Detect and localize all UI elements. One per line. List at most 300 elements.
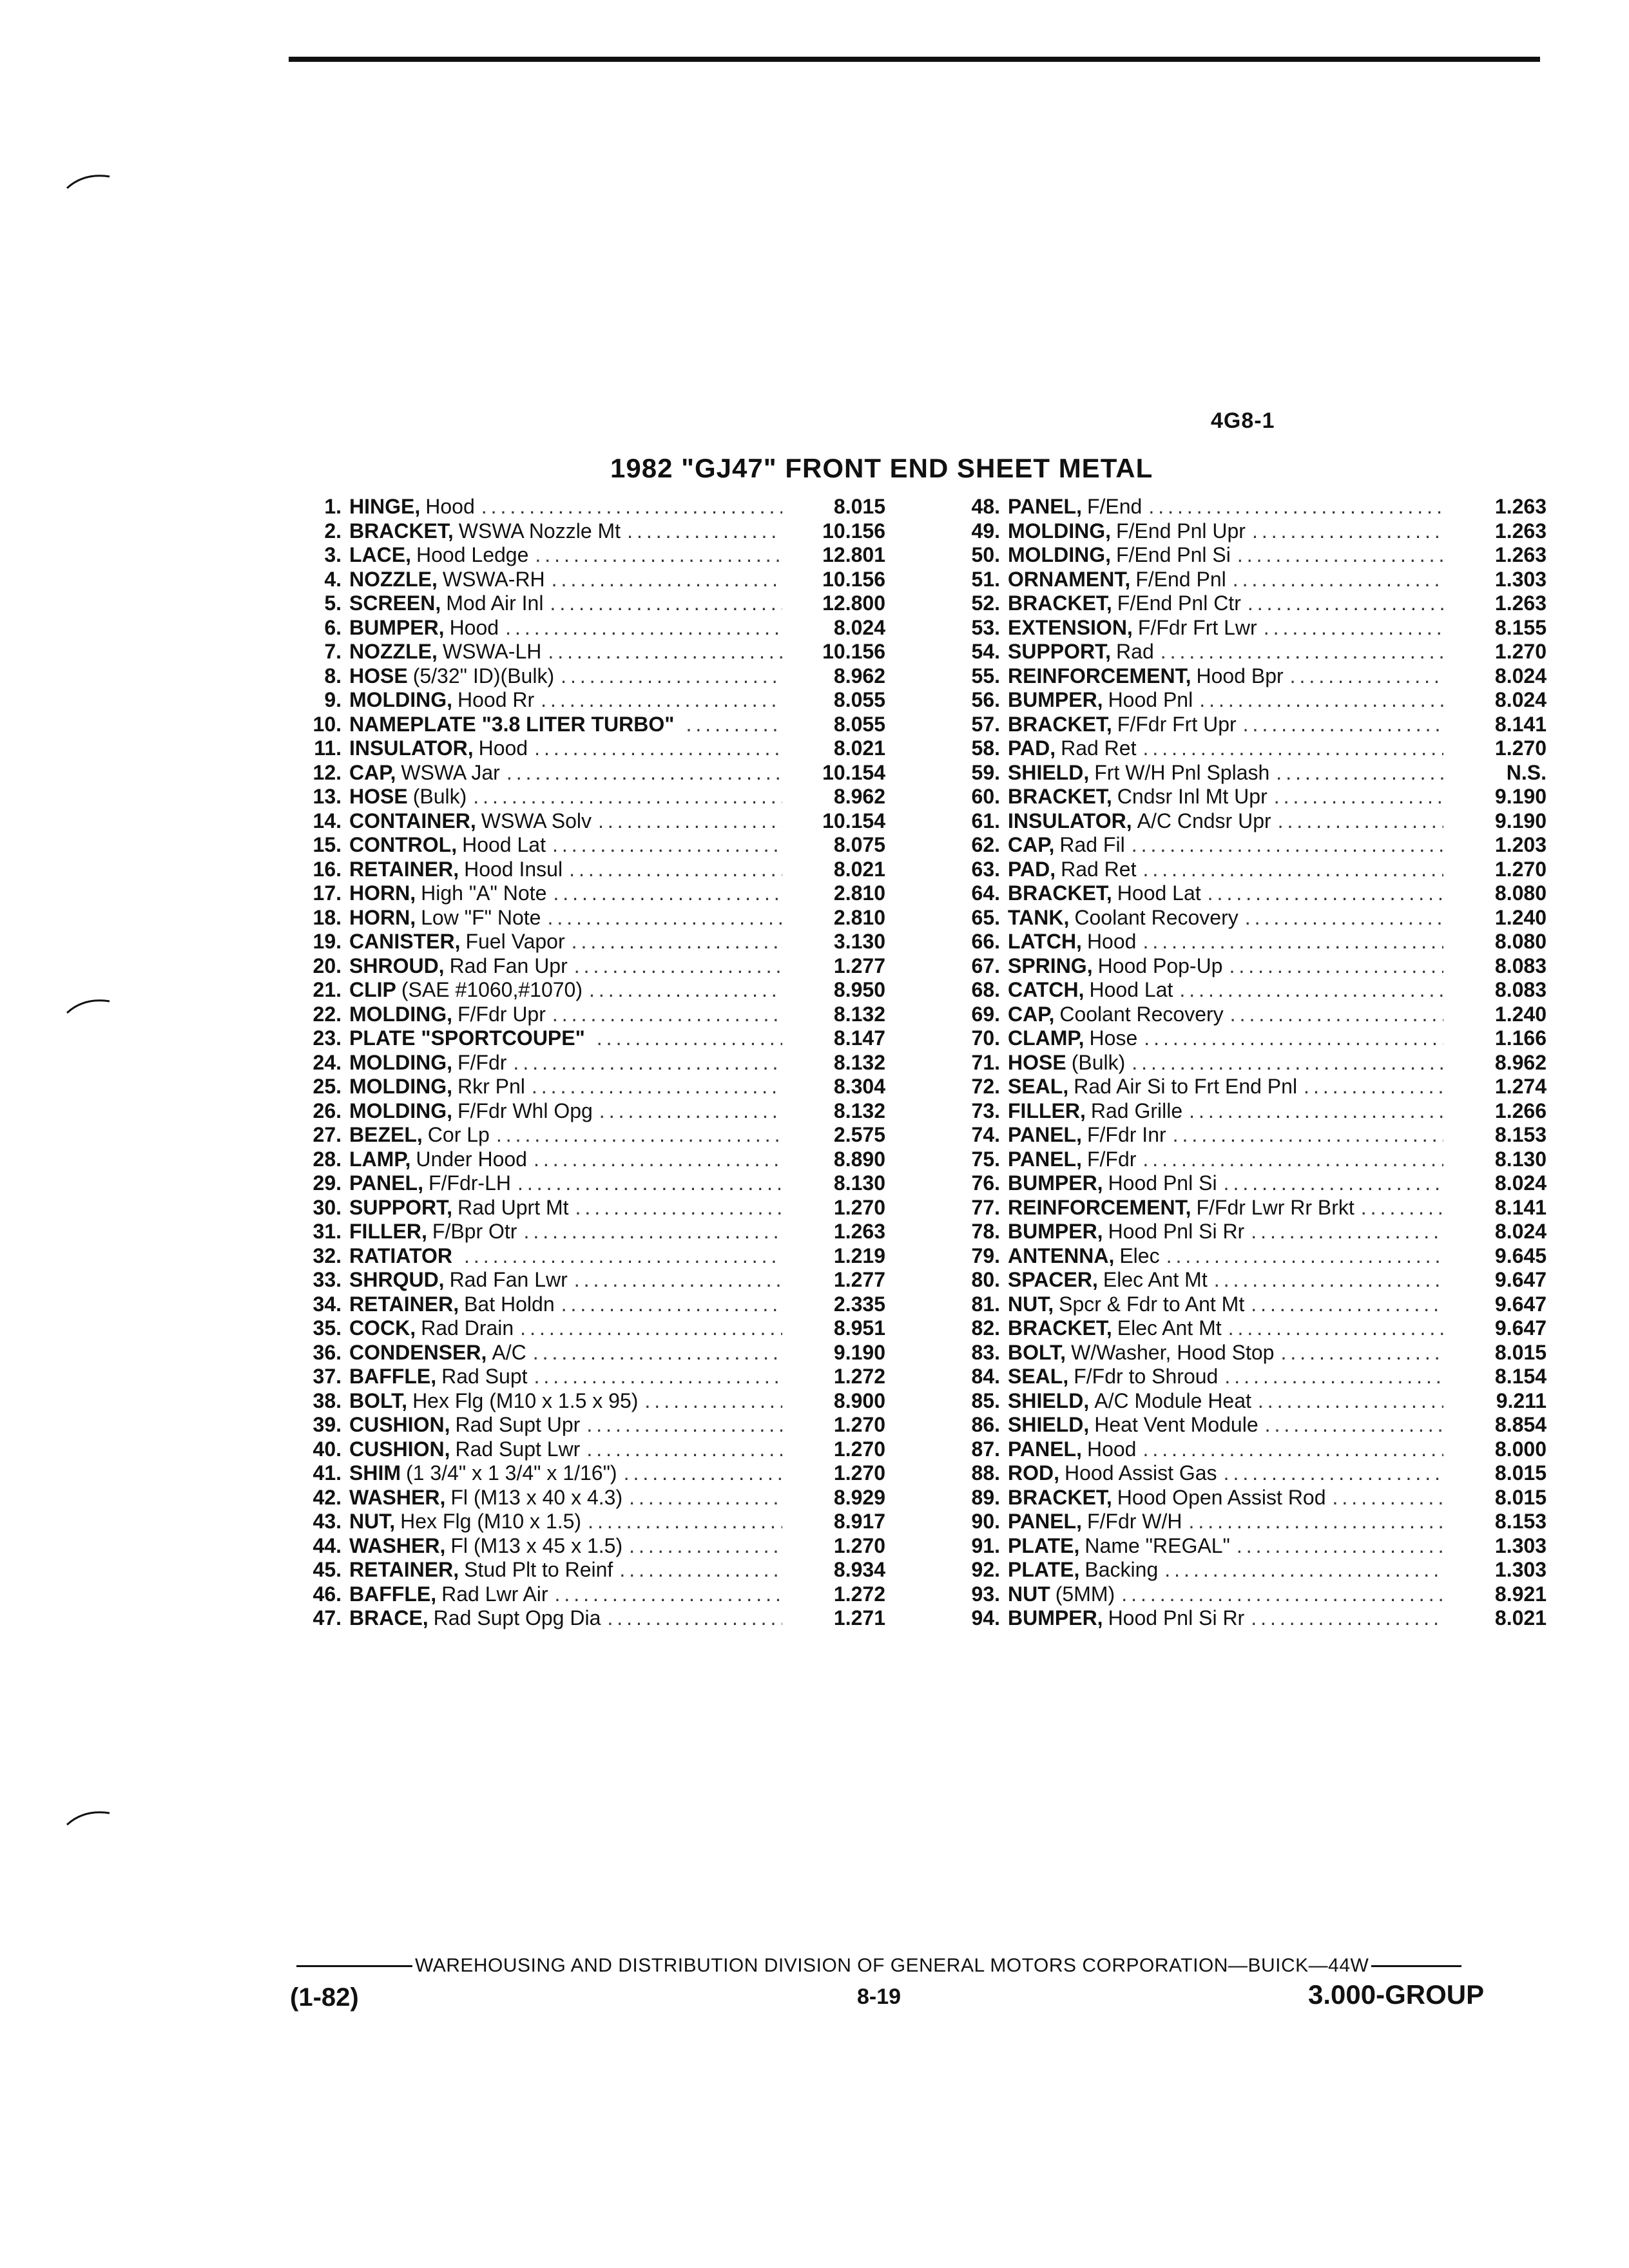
dot-leader bbox=[1224, 1365, 1443, 1389]
item-number: 89. bbox=[971, 1485, 1000, 1509]
item-number: 38. bbox=[313, 1389, 342, 1412]
part-description: (SAE #1060,#1070) bbox=[401, 978, 583, 1001]
dot-leader bbox=[1224, 1461, 1443, 1486]
part-description: Rad Lwr Air bbox=[441, 1582, 548, 1606]
part-description: Fuel Vapor bbox=[465, 930, 565, 953]
part-description: Hex Flg (M10 x 1.5) bbox=[400, 1510, 582, 1533]
part-name: BRACKET, bbox=[1008, 712, 1112, 736]
dot-leader bbox=[1233, 568, 1443, 592]
part-description: Rad Ret bbox=[1061, 736, 1137, 760]
list-item bbox=[277, 1123, 885, 1148]
part-description: Rad Supt bbox=[441, 1365, 528, 1388]
part-description: Low "F" Note bbox=[421, 905, 541, 929]
part-name: INSULATOR, bbox=[1008, 809, 1132, 832]
part-description: F/End Pnl Ctr bbox=[1117, 591, 1241, 615]
list-item bbox=[936, 881, 1547, 906]
group-reference: 1.266 bbox=[1494, 1099, 1547, 1122]
item-number: 49. bbox=[971, 519, 1000, 543]
item-number: 68. bbox=[971, 978, 1000, 1001]
item-number: 2. bbox=[324, 519, 342, 543]
item-number: 44. bbox=[313, 1533, 342, 1557]
list-item bbox=[936, 1003, 1547, 1027]
group-reference: 10.156 bbox=[822, 640, 885, 663]
item-number: 15. bbox=[313, 833, 342, 856]
item-number: 24. bbox=[313, 1050, 342, 1074]
group-reference: 8.304 bbox=[833, 1075, 885, 1098]
item-number: 59. bbox=[971, 760, 1000, 784]
list-item bbox=[277, 1534, 885, 1559]
list-item bbox=[936, 1268, 1547, 1293]
part-name: BUMPER, bbox=[1008, 1606, 1103, 1629]
part-description: Hood Open Assist Rod bbox=[1117, 1485, 1326, 1509]
footer-page-number: 8-19 bbox=[857, 1984, 901, 2009]
part-name: LAMP, bbox=[349, 1147, 411, 1171]
group-reference: 1.203 bbox=[1494, 833, 1547, 856]
list-item bbox=[277, 1606, 885, 1631]
part-description: F/Bpr Otr bbox=[432, 1220, 517, 1243]
dot-leader bbox=[574, 954, 782, 979]
list-item bbox=[277, 1389, 885, 1414]
dot-leader bbox=[1142, 858, 1443, 882]
dot-leader bbox=[1121, 1582, 1443, 1607]
item-number: 20. bbox=[313, 954, 342, 977]
group-reference: 8.024 bbox=[1494, 688, 1547, 711]
group-reference: 2.810 bbox=[833, 881, 885, 905]
group-reference: 1.270 bbox=[1494, 857, 1547, 881]
item-number: 50. bbox=[971, 543, 1000, 566]
dot-leader bbox=[561, 1293, 782, 1317]
list-item bbox=[277, 833, 885, 858]
part-description: Rad Air Si to Frt End Pnl bbox=[1074, 1075, 1298, 1098]
item-number: 71. bbox=[971, 1050, 1000, 1074]
list-item bbox=[936, 858, 1547, 882]
part-description: Hood Lat bbox=[462, 833, 546, 856]
group-reference: 8.024 bbox=[1494, 1171, 1547, 1195]
list-item bbox=[277, 616, 885, 640]
group-reference: 1.263 bbox=[833, 1220, 885, 1243]
part-description: Elec bbox=[1119, 1244, 1160, 1267]
part-name: NUT bbox=[1008, 1582, 1050, 1606]
part-name: REINFORCEMENT, bbox=[1008, 664, 1191, 687]
part-description: A/C Cndsr Upr bbox=[1137, 809, 1271, 832]
dot-leader bbox=[572, 930, 782, 954]
part-name: SHRQUD, bbox=[349, 1268, 445, 1291]
page-code: 4G8-1 bbox=[1211, 408, 1275, 433]
part-name: WASHER, bbox=[349, 1485, 446, 1509]
part-description: (Bulk) bbox=[412, 785, 467, 808]
item-number: 39. bbox=[313, 1413, 342, 1436]
list-item bbox=[277, 1051, 885, 1075]
list-item bbox=[277, 809, 885, 834]
list-item bbox=[936, 785, 1547, 809]
list-item bbox=[277, 978, 885, 1003]
group-reference: N.S. bbox=[1506, 760, 1547, 784]
item-number: 65. bbox=[971, 905, 1000, 929]
dot-leader bbox=[552, 1003, 782, 1027]
dot-leader bbox=[627, 519, 782, 544]
part-description: Bat Holdn bbox=[464, 1292, 555, 1316]
dot-leader bbox=[1132, 1051, 1443, 1075]
item-number: 28. bbox=[313, 1147, 342, 1171]
list-item bbox=[277, 881, 885, 906]
part-name: BRACKET, bbox=[1008, 881, 1112, 905]
part-name: PAD, bbox=[1008, 857, 1056, 881]
part-description: Hex Flg (M10 x 1.5 x 95) bbox=[412, 1389, 639, 1412]
part-description: Under Hood bbox=[416, 1147, 527, 1171]
item-number: 11. bbox=[314, 736, 342, 760]
part-description: Rad Uprt Mt bbox=[458, 1195, 569, 1219]
part-name: RETAINER, bbox=[349, 857, 459, 881]
part-name: EXTENSION, bbox=[1008, 615, 1133, 639]
item-number: 23. bbox=[313, 1026, 342, 1050]
part-description: Hood Bpr bbox=[1196, 664, 1284, 687]
item-number: 22. bbox=[313, 1002, 342, 1026]
group-reference: 1.271 bbox=[833, 1606, 885, 1629]
dot-leader bbox=[597, 1026, 782, 1051]
part-description: Hood Pnl bbox=[1108, 688, 1193, 711]
list-item bbox=[277, 1196, 885, 1220]
dot-leader bbox=[569, 858, 782, 882]
dot-leader bbox=[599, 1099, 782, 1124]
group-reference: 1.263 bbox=[1494, 519, 1547, 543]
group-reference: 8.929 bbox=[833, 1485, 885, 1509]
group-reference: 10.156 bbox=[822, 567, 885, 591]
item-number: 64. bbox=[971, 881, 1000, 905]
part-description: (1 3/4" x 1 3/4" x 1/16") bbox=[406, 1461, 617, 1485]
top-rule bbox=[289, 57, 1540, 62]
list-item bbox=[277, 664, 885, 689]
part-description: Rkr Pnl bbox=[457, 1075, 525, 1098]
dot-leader bbox=[619, 1558, 782, 1582]
item-number: 34. bbox=[313, 1292, 342, 1316]
part-name: SHIELD, bbox=[1008, 760, 1090, 784]
dot-leader bbox=[1264, 616, 1443, 640]
group-reference: 8.132 bbox=[833, 1099, 885, 1122]
part-name: PLATE, bbox=[1008, 1558, 1080, 1581]
list-item bbox=[277, 495, 885, 519]
dot-leader bbox=[534, 736, 782, 761]
group-reference: 8.950 bbox=[833, 978, 885, 1001]
dot-leader bbox=[548, 640, 782, 664]
group-reference: 8.080 bbox=[1494, 881, 1547, 905]
part-name: BRACKET, bbox=[349, 519, 454, 543]
list-item bbox=[936, 1123, 1547, 1148]
group-reference: 8.854 bbox=[1494, 1413, 1547, 1436]
part-name: CAP, bbox=[349, 760, 396, 784]
page-title: 1982 "GJ47" FRONT END SHEET METAL bbox=[610, 453, 1153, 483]
part-name: ROD, bbox=[1008, 1461, 1059, 1485]
list-item bbox=[277, 568, 885, 592]
dot-leader bbox=[1276, 761, 1443, 785]
item-number: 35. bbox=[313, 1316, 342, 1340]
list-item bbox=[936, 954, 1547, 979]
item-number: 83. bbox=[971, 1340, 1000, 1364]
part-description: Spcr & Fdr to Ant Mt bbox=[1059, 1292, 1245, 1316]
dot-leader bbox=[550, 591, 782, 616]
scan-mark bbox=[64, 169, 116, 195]
dot-leader bbox=[1251, 1220, 1443, 1244]
part-description: A/C bbox=[492, 1340, 526, 1364]
part-description: (Bulk) bbox=[1071, 1050, 1126, 1074]
group-reference: 8.015 bbox=[1494, 1340, 1547, 1364]
item-number: 67. bbox=[971, 954, 1000, 977]
dot-leader bbox=[1199, 688, 1443, 713]
part-name: INSULATOR, bbox=[349, 736, 474, 760]
part-description: Rad Supt Upr bbox=[455, 1413, 581, 1436]
part-name: BUMPER, bbox=[1008, 1220, 1103, 1243]
part-description: High "A" Note bbox=[421, 881, 547, 905]
dot-leader bbox=[547, 906, 782, 930]
footer-division: WAREHOUSING AND DISTRIBUTION DIVISION OF GENERAL MOTORS CORPORATION—BUICK—44W bbox=[415, 1955, 1369, 1976]
group-reference: 8.890 bbox=[833, 1147, 885, 1171]
group-reference: 1.270 bbox=[833, 1195, 885, 1219]
dot-leader bbox=[1280, 1341, 1443, 1365]
dot-leader bbox=[552, 833, 782, 858]
list-item bbox=[936, 1510, 1547, 1534]
list-item bbox=[936, 1461, 1547, 1486]
group-reference: 8.153 bbox=[1494, 1123, 1547, 1146]
list-item bbox=[936, 1220, 1547, 1244]
part-description: Hood Insul bbox=[464, 857, 563, 881]
part-description: Rad bbox=[1116, 640, 1154, 663]
item-number: 12. bbox=[313, 760, 342, 784]
list-item bbox=[277, 930, 885, 954]
dot-leader bbox=[464, 1244, 782, 1269]
dot-leader bbox=[523, 1220, 782, 1244]
group-reference: 8.921 bbox=[1494, 1582, 1547, 1606]
dot-leader bbox=[1142, 736, 1443, 761]
list-item bbox=[277, 1486, 885, 1510]
item-number: 54. bbox=[971, 640, 1000, 663]
item-number: 17. bbox=[313, 881, 342, 905]
list-item bbox=[277, 1026, 885, 1051]
item-number: 78. bbox=[971, 1220, 1000, 1243]
group-reference: 1.272 bbox=[833, 1582, 885, 1606]
dot-leader bbox=[1237, 1534, 1443, 1559]
group-reference: 1.166 bbox=[1494, 1026, 1547, 1050]
part-name: RETAINER, bbox=[349, 1558, 459, 1581]
item-number: 77. bbox=[971, 1195, 1000, 1219]
list-item bbox=[936, 1413, 1547, 1437]
group-reference: 1.263 bbox=[1494, 495, 1547, 518]
item-number: 48. bbox=[971, 495, 1000, 518]
part-description: WSWA-LH bbox=[442, 640, 542, 663]
item-number: 40. bbox=[313, 1437, 342, 1461]
group-reference: 8.154 bbox=[1494, 1365, 1547, 1388]
group-reference: 1.270 bbox=[833, 1413, 885, 1436]
part-name: PLATE, bbox=[1008, 1533, 1080, 1557]
dot-leader bbox=[1161, 640, 1443, 664]
dot-leader bbox=[520, 1316, 782, 1341]
part-description: Elec Ant Mt bbox=[1117, 1316, 1222, 1340]
item-number: 62. bbox=[971, 833, 1000, 856]
part-description: Rad Ret bbox=[1061, 857, 1137, 881]
list-item bbox=[277, 713, 885, 737]
item-number: 87. bbox=[971, 1437, 1000, 1461]
part-name: REINFORCEMENT, bbox=[1008, 1195, 1191, 1219]
part-description: W/Washer, Hood Stop bbox=[1071, 1340, 1275, 1364]
item-number: 76. bbox=[971, 1171, 1000, 1195]
part-description: Rad Fil bbox=[1059, 833, 1125, 856]
item-number: 55. bbox=[971, 664, 1000, 687]
dot-leader bbox=[644, 1389, 782, 1414]
list-item bbox=[936, 664, 1547, 689]
part-name: BOLT, bbox=[349, 1389, 408, 1412]
list-item bbox=[277, 1075, 885, 1099]
list-item bbox=[277, 1316, 885, 1341]
part-description: F/End Pnl Upr bbox=[1115, 519, 1246, 543]
group-reference: 8.132 bbox=[833, 1002, 885, 1026]
part-name: CAP, bbox=[1008, 833, 1055, 856]
part-description: Elec Ant Mt bbox=[1103, 1268, 1208, 1291]
dot-leader bbox=[686, 713, 782, 737]
part-description: Hood Assist Gas bbox=[1065, 1461, 1217, 1485]
part-description: (5/32" ID)(Bulk) bbox=[412, 664, 555, 687]
part-name: SEAL, bbox=[1008, 1075, 1069, 1098]
part-description: F/Fdr Inr bbox=[1086, 1123, 1166, 1146]
dot-leader bbox=[541, 688, 782, 713]
part-description: F/Fdr-LH bbox=[428, 1171, 511, 1195]
dot-leader bbox=[517, 1171, 782, 1196]
dot-leader bbox=[535, 543, 782, 568]
part-description: F/Fdr Upr bbox=[457, 1002, 546, 1026]
dot-leader bbox=[586, 1413, 782, 1437]
part-name: BRACE, bbox=[349, 1606, 429, 1629]
list-item bbox=[277, 1341, 885, 1365]
list-item bbox=[277, 906, 885, 930]
dot-leader bbox=[1245, 906, 1443, 930]
dot-leader bbox=[1164, 1558, 1443, 1582]
list-item bbox=[936, 906, 1547, 930]
dot-leader bbox=[1214, 1268, 1443, 1293]
group-reference: 8.130 bbox=[1494, 1147, 1547, 1171]
list-item bbox=[277, 1437, 885, 1462]
dot-leader bbox=[496, 1123, 782, 1148]
part-name: CATCH, bbox=[1008, 978, 1084, 1001]
dot-leader bbox=[1189, 1510, 1444, 1534]
dot-leader bbox=[575, 1196, 782, 1220]
dot-leader bbox=[505, 616, 782, 640]
part-description: F/End Pnl bbox=[1135, 567, 1226, 591]
list-item bbox=[277, 1244, 885, 1269]
list-item bbox=[936, 1558, 1547, 1582]
group-reference: 8.024 bbox=[1494, 1220, 1547, 1243]
list-item bbox=[277, 1365, 885, 1389]
part-description: A/C Module Heat bbox=[1094, 1389, 1251, 1412]
item-number: 56. bbox=[971, 688, 1000, 711]
part-name: HINGE, bbox=[349, 495, 421, 518]
part-description: Fl (M13 x 40 x 4.3) bbox=[450, 1485, 623, 1509]
dot-leader bbox=[1251, 1606, 1443, 1631]
group-reference: 1.274 bbox=[1494, 1075, 1547, 1098]
part-description: Hood bbox=[478, 736, 528, 760]
dot-leader bbox=[1274, 785, 1443, 809]
dot-leader bbox=[1142, 1148, 1443, 1172]
dot-leader bbox=[1228, 1316, 1443, 1341]
group-reference: 8.153 bbox=[1494, 1510, 1547, 1533]
part-description: Hood Pnl Si bbox=[1108, 1171, 1217, 1195]
list-item bbox=[936, 1171, 1547, 1196]
part-description: Hood Rr bbox=[457, 688, 535, 711]
item-number: 84. bbox=[971, 1365, 1000, 1388]
item-number: 81. bbox=[971, 1292, 1000, 1316]
list-item bbox=[277, 785, 885, 809]
footer-division-line bbox=[296, 1955, 1521, 1977]
item-number: 1. bbox=[324, 495, 342, 518]
part-name: CONDENSER, bbox=[349, 1340, 487, 1364]
part-description: Cor Lp bbox=[427, 1123, 490, 1146]
item-number: 41. bbox=[313, 1461, 342, 1485]
dot-leader bbox=[506, 761, 782, 785]
item-number: 21. bbox=[313, 978, 342, 1001]
part-name: CANISTER, bbox=[349, 930, 461, 953]
dot-leader bbox=[1251, 1293, 1443, 1317]
parts-list-left bbox=[277, 495, 885, 1631]
part-description: Heat Vent Module bbox=[1094, 1413, 1258, 1436]
dot-leader bbox=[607, 1606, 782, 1631]
group-reference: 1.263 bbox=[1494, 591, 1547, 615]
part-description: Rad Fan Upr bbox=[449, 954, 568, 977]
part-name: NOZZLE, bbox=[349, 567, 438, 591]
dot-leader bbox=[1265, 1413, 1443, 1437]
group-reference: 1.219 bbox=[833, 1244, 885, 1267]
part-description: Rad Drain bbox=[421, 1316, 514, 1340]
part-name: BRACKET, bbox=[1008, 1485, 1112, 1509]
group-reference: 8.141 bbox=[1494, 1195, 1547, 1219]
item-number: 33. bbox=[313, 1268, 342, 1291]
group-reference: 8.962 bbox=[833, 664, 885, 687]
dot-leader bbox=[1290, 664, 1443, 689]
group-reference: 1.272 bbox=[833, 1365, 885, 1388]
part-description: F/Fdr W/H bbox=[1086, 1510, 1182, 1533]
part-name: SHIELD, bbox=[1008, 1413, 1090, 1436]
group-reference: 9.190 bbox=[833, 1340, 885, 1364]
part-name: NUT, bbox=[1008, 1292, 1054, 1316]
group-reference: 8.021 bbox=[833, 736, 885, 760]
list-item bbox=[936, 1196, 1547, 1220]
part-name: SCREEN, bbox=[349, 591, 441, 615]
item-number: 52. bbox=[971, 591, 1000, 615]
part-description: Fl (M13 x 45 x 1.5) bbox=[450, 1533, 623, 1557]
dot-leader bbox=[1361, 1196, 1443, 1220]
list-item bbox=[936, 640, 1547, 664]
part-name: BUMPER, bbox=[1008, 1171, 1103, 1195]
part-name: BOLT, bbox=[1008, 1340, 1066, 1364]
part-description: Hood bbox=[1086, 930, 1137, 953]
part-name: MOLDING, bbox=[1008, 519, 1111, 543]
dot-leader bbox=[1248, 591, 1443, 616]
item-number: 66. bbox=[971, 930, 1000, 953]
item-number: 92. bbox=[971, 1558, 1000, 1581]
part-name: BRACKET, bbox=[1008, 785, 1112, 808]
dot-leader bbox=[1243, 713, 1443, 737]
item-number: 14. bbox=[313, 809, 342, 832]
part-description: Hood Lat bbox=[1089, 978, 1173, 1001]
group-reference: 8.900 bbox=[833, 1389, 885, 1412]
scan-mark bbox=[64, 1804, 116, 1830]
item-number: 43. bbox=[313, 1510, 342, 1533]
part-name: BAFFLE, bbox=[349, 1582, 437, 1606]
group-reference: 1.270 bbox=[1494, 640, 1547, 663]
dot-leader bbox=[473, 785, 782, 809]
group-reference: 2.335 bbox=[833, 1292, 885, 1316]
part-description: F/Fdr bbox=[1086, 1147, 1137, 1171]
dot-leader bbox=[1208, 881, 1443, 906]
group-reference: 9.647 bbox=[1494, 1268, 1547, 1291]
group-reference: 1.270 bbox=[833, 1533, 885, 1557]
list-item bbox=[936, 1148, 1547, 1172]
group-reference: 8.155 bbox=[1494, 615, 1547, 639]
